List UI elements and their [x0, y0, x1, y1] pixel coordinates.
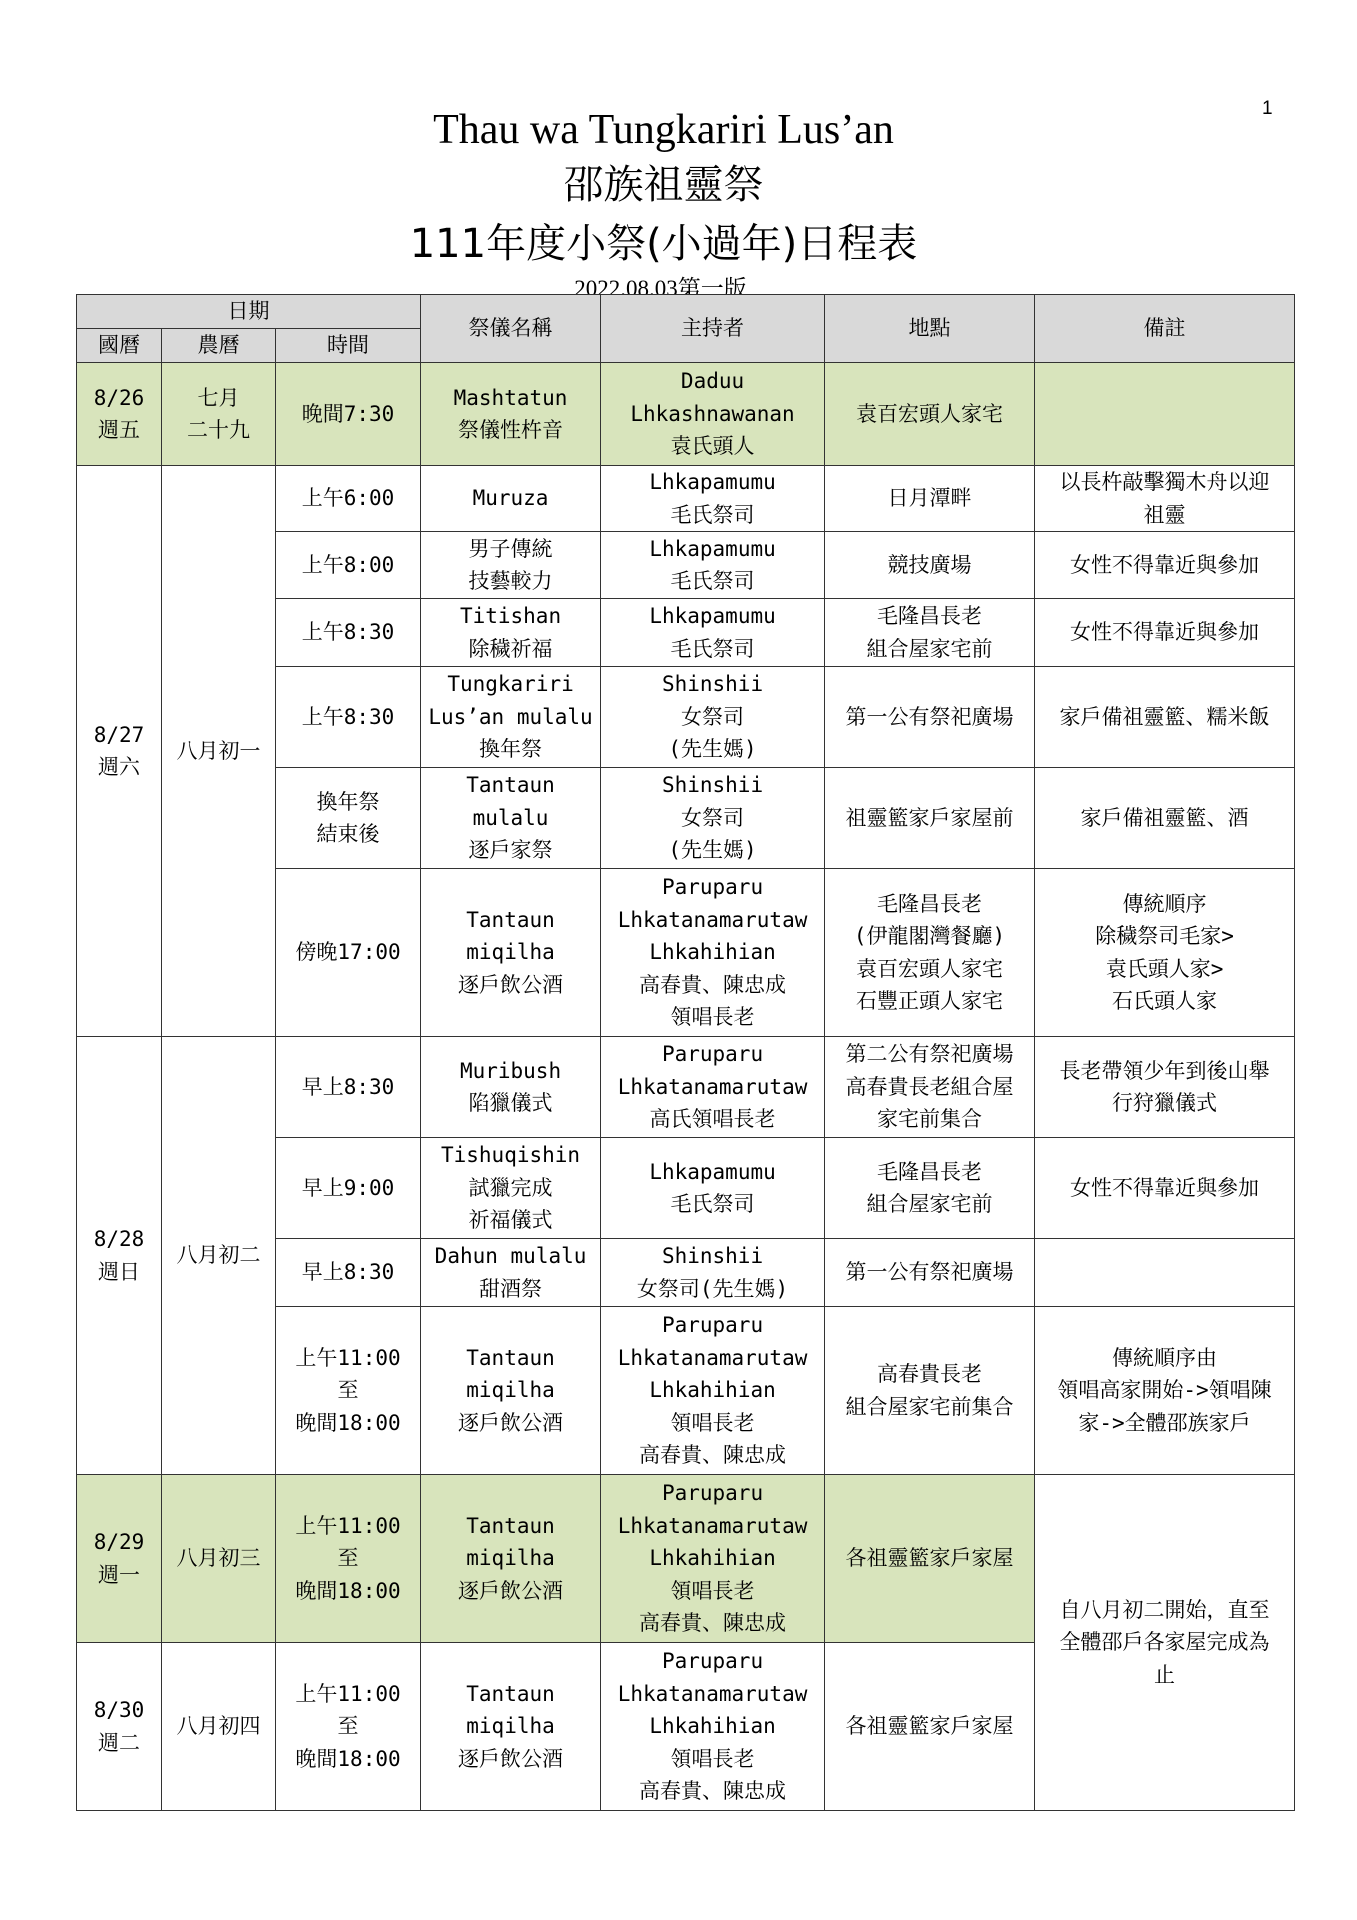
- ritual-name-line: Titishan: [459, 604, 562, 628]
- location-line: 袁百宏頭人家宅: [856, 956, 1004, 981]
- ritual-name-line: 換年祭: [479, 737, 543, 762]
- host-line: Lhkatanamarutaw: [617, 1345, 808, 1370]
- host-line: 領唱長老: [670, 1578, 755, 1603]
- remarks-shared-line: 自八月初二開始，直至: [1059, 1597, 1270, 1622]
- location-line: 第一公有祭祀廣場: [845, 704, 1014, 729]
- host-line: Lhkatanamarutaw: [617, 1513, 808, 1538]
- event-time-line: 結束後: [316, 822, 380, 846]
- location-line: 毛隆昌長老: [877, 604, 983, 628]
- ritual-name: [421, 1643, 601, 1811]
- host-line: Daduu: [680, 369, 745, 394]
- ritual-name-line: 技藝較力: [468, 569, 553, 593]
- host-line: Lhkahihian: [649, 940, 776, 965]
- title-line-schedule: 111年度小祭(小過年)日程表: [409, 221, 918, 267]
- ritual-name-line: miqilha: [466, 1378, 555, 1403]
- event-time-line: 早上9:00: [301, 1175, 395, 1200]
- host-line: Lhkahihian: [649, 1546, 776, 1571]
- ritual-name: [421, 532, 601, 599]
- host: [601, 1475, 825, 1643]
- remarks-line: 家戶備祖靈籃、糯米飯: [1059, 704, 1270, 729]
- event-time-line: 上午8:00: [301, 552, 395, 577]
- host-line: (先生媽): [668, 737, 757, 762]
- host: [601, 667, 825, 768]
- host-line: Paruparu: [661, 1649, 764, 1674]
- event-time-line: 換年祭: [316, 789, 380, 814]
- remarks-line: 行狩獵儀式: [1112, 1091, 1218, 1115]
- host-line: 領唱長老: [670, 1005, 755, 1030]
- location: [825, 599, 1035, 667]
- remarks: [1035, 599, 1295, 667]
- event-time-line: 晚間7:30: [301, 401, 395, 426]
- remarks: [1035, 1037, 1295, 1138]
- lunar-date: [162, 363, 276, 466]
- location-line: 組合屋家宅前: [866, 636, 993, 661]
- gregorian-date: [77, 1037, 162, 1475]
- gregorian-date: [77, 1475, 162, 1643]
- ritual-name-line: Muribush: [459, 1058, 562, 1083]
- host: [601, 363, 825, 466]
- host-line: Lhkahihian: [649, 1714, 776, 1739]
- header-gregorian: 國曆: [77, 329, 162, 363]
- ritual-name-line: Tishuqishin: [440, 1143, 581, 1168]
- ritual-name-line: Tantaun: [466, 1513, 555, 1538]
- remarks: [1035, 466, 1295, 532]
- event-row: [77, 363, 1295, 466]
- gregorian-date-line: 週日: [98, 1259, 140, 1284]
- ritual-name-line: miqilha: [466, 940, 555, 965]
- gregorian-date: [77, 1643, 162, 1811]
- remarks: [1035, 768, 1295, 869]
- event-time-line: 上午8:30: [301, 704, 395, 729]
- ritual-name-line: 逐戶家祭: [468, 838, 553, 863]
- host-line: Shinshii: [661, 1244, 764, 1268]
- ritual-name: [421, 1138, 601, 1239]
- gregorian-date-line: 週二: [98, 1730, 140, 1755]
- location: [825, 869, 1035, 1037]
- remarks-line: 以長杵敲擊獨木舟以迎: [1059, 470, 1270, 494]
- event-time: [276, 466, 421, 532]
- ritual-name-line: Dahun mulalu: [434, 1244, 587, 1268]
- remarks: [1035, 1307, 1295, 1475]
- host-line: Lhkahihian: [649, 1378, 776, 1403]
- remarks-line: 領唱高家開始->領唱陳: [1057, 1378, 1272, 1403]
- host: [601, 768, 825, 869]
- event-time-line: 晚間18:00: [295, 1746, 401, 1771]
- host-line: 高春貴、陳忠成: [639, 1779, 787, 1804]
- location: [825, 1643, 1035, 1811]
- location: [825, 1037, 1035, 1138]
- location: [825, 768, 1035, 869]
- location-line: 第一公有祭祀廣場: [845, 1260, 1014, 1285]
- ritual-name-line: 祈福儀式: [468, 1208, 553, 1233]
- host-line: 毛氏祭司: [670, 636, 755, 661]
- gregorian-date-line: 8/28: [93, 1227, 145, 1251]
- host-line: 女祭司: [681, 704, 745, 729]
- ritual-name-line: Tantaun mulalu: [466, 773, 555, 830]
- remarks-line: 女性不得靠近與參加: [1070, 1175, 1260, 1200]
- remarks-line: 女性不得靠近與參加: [1070, 620, 1260, 645]
- ritual-name-line: Tantaun: [466, 907, 555, 932]
- event-time-line: 至: [337, 1378, 359, 1403]
- remarks: [1035, 1239, 1295, 1307]
- lunar-date-line: 七月: [197, 385, 240, 410]
- host-line: Paruparu: [661, 1481, 764, 1506]
- ritual-name: [421, 1307, 601, 1475]
- ritual-name: [421, 1239, 601, 1307]
- host: [601, 1138, 825, 1239]
- location-line: 各祖靈籃家戶家屋: [845, 1714, 1014, 1739]
- host-line: Paruparu: [661, 1313, 764, 1338]
- host-line: 毛氏祭司: [670, 502, 755, 527]
- ritual-name-line: miqilha: [466, 1714, 555, 1739]
- remarks-line: 祖靈: [1143, 502, 1186, 527]
- location: [825, 1475, 1035, 1643]
- host-line: 高氏領唱長老: [649, 1107, 776, 1132]
- ritual-name: [421, 1037, 601, 1138]
- event-time-line: 上午6:00: [301, 486, 395, 511]
- lunar-date-line: 二十九: [187, 418, 250, 442]
- lunar-date: [162, 466, 276, 1037]
- location-line: 競技廣場: [887, 552, 972, 577]
- ritual-name: [421, 363, 601, 466]
- remarks-shared: [1035, 1475, 1295, 1811]
- location: [825, 1239, 1035, 1307]
- gregorian-date-line: 8/27: [93, 722, 145, 747]
- host: [601, 532, 825, 599]
- location-line: (伊龍閣灣餐廳): [853, 924, 1006, 948]
- event-time-line: 至: [337, 1714, 359, 1739]
- location-line: 第二公有祭祀廣場: [845, 1042, 1014, 1067]
- remarks-line: 除穢祭司毛家>: [1095, 924, 1234, 948]
- host-line: 領唱長老: [670, 1410, 755, 1435]
- schedule-body: [77, 295, 1295, 1811]
- location: [825, 1138, 1035, 1239]
- gregorian-date-line: 8/29: [93, 1530, 145, 1554]
- version-note: 2022.08.03第一版: [574, 276, 747, 301]
- remarks-line: 家->全體邵族家戶: [1078, 1410, 1251, 1435]
- event-time: [276, 1643, 421, 1811]
- location-line: 高春貴長老組合屋: [845, 1074, 1014, 1099]
- ritual-name: [421, 667, 601, 768]
- gregorian-date-line: 8/30: [93, 1698, 145, 1722]
- lunar-date: [162, 1643, 276, 1811]
- remarks-shared-line: 全體邵戶各家屋完成為: [1059, 1630, 1270, 1655]
- ritual-name-line: Lus’an mulalu: [428, 704, 593, 729]
- host-line: Lhkashnawanan: [630, 401, 795, 426]
- title-line-english: Thau wa Tungkariri Lus’an: [433, 107, 894, 153]
- location-line: 毛隆昌長老: [877, 891, 983, 916]
- location-line: 高春貴長老: [877, 1362, 983, 1386]
- location: [825, 532, 1035, 599]
- lunar-date: [162, 1037, 276, 1475]
- location-line: 組合屋家宅前集合: [845, 1394, 1014, 1419]
- header-host: 主持者: [601, 295, 825, 363]
- ritual-name: [421, 768, 601, 869]
- host-line: 袁氏頭人: [670, 434, 755, 459]
- host-line: Lhkapamumu: [649, 604, 776, 628]
- header-remarks: 備註: [1035, 295, 1295, 363]
- location: [825, 466, 1035, 532]
- location-line: 日月潭畔: [887, 486, 972, 511]
- event-time-line: 上午8:30: [301, 620, 395, 645]
- host-line: 高春貴、陳忠成: [639, 1443, 787, 1468]
- remarks-line: 袁氏頭人家>: [1105, 956, 1224, 981]
- host: [601, 1239, 825, 1307]
- remarks-line: 石氏頭人家: [1112, 989, 1218, 1013]
- host-line: Paruparu: [661, 1042, 764, 1067]
- event-time-line: 傍晚17:00: [295, 940, 401, 965]
- location-line: 祖靈籃家戶家屋前: [845, 805, 1014, 830]
- location-line: 袁百宏頭人家宅: [856, 401, 1004, 426]
- event-time-line: 至: [337, 1546, 359, 1571]
- host-line: Lhkatanamarutaw: [617, 1074, 808, 1099]
- event-time-line: 上午11:00: [295, 1345, 401, 1370]
- host: [601, 1643, 825, 1811]
- event-time: [276, 1475, 421, 1643]
- gregorian-date: [77, 466, 162, 1037]
- ritual-name-line: 逐戶飲公酒: [458, 1410, 564, 1435]
- host: [601, 869, 825, 1037]
- host-line: Lhkatanamarutaw: [617, 907, 808, 932]
- event-time-line: 早上8:30: [301, 1260, 395, 1285]
- event-time-line: 晚間18:00: [295, 1410, 401, 1435]
- host-line: Paruparu: [661, 875, 764, 900]
- remarks: [1035, 869, 1295, 1037]
- host-line: Shinshii: [661, 773, 764, 798]
- ritual-name-line: 男子傳統: [468, 536, 553, 561]
- event-time: [276, 1138, 421, 1239]
- gregorian-date-line: 週一: [98, 1562, 140, 1587]
- ritual-name-line: Mashtatun: [453, 385, 568, 410]
- ritual-name-line: Tantaun: [466, 1345, 555, 1370]
- ritual-name: [421, 869, 601, 1037]
- remarks-line: 傳統順序由: [1112, 1345, 1218, 1370]
- event-time: [276, 1307, 421, 1475]
- location: [825, 667, 1035, 768]
- lunar-date-line: 八月初一: [176, 738, 261, 763]
- location-line: 各祖靈籃家戶家屋: [845, 1546, 1014, 1571]
- remarks: [1035, 363, 1295, 466]
- gregorian-date-line: 週五: [98, 418, 140, 442]
- event-time: [276, 869, 421, 1037]
- lunar-date: [162, 1475, 276, 1643]
- header-date: 日期: [77, 295, 421, 329]
- gregorian-date-line: 週六: [98, 755, 140, 779]
- host: [601, 599, 825, 667]
- header-time: 時間: [276, 329, 421, 363]
- remarks: [1035, 667, 1295, 768]
- event-time: [276, 363, 421, 466]
- host: [601, 1037, 825, 1138]
- event-time: [276, 532, 421, 599]
- location-line: 組合屋家宅前: [866, 1192, 993, 1216]
- gregorian-date: [77, 363, 162, 466]
- ritual-name-line: 除穢祈福: [468, 636, 553, 661]
- ritual-name-line: 逐戶飲公酒: [458, 1578, 564, 1603]
- page-number: 1: [1262, 98, 1273, 119]
- ritual-name-line: 陷獵儀式: [468, 1091, 553, 1115]
- host-line: (先生媽): [668, 838, 757, 863]
- ritual-name: [421, 1475, 601, 1643]
- event-time: [276, 1037, 421, 1138]
- document-title: [0, 104, 1357, 304]
- ritual-name-line: Tungkariri: [447, 672, 574, 697]
- ritual-name-line: 試獵完成: [468, 1175, 553, 1200]
- lunar-date-line: 八月初四: [176, 1714, 261, 1739]
- host-line: 毛氏祭司: [670, 569, 755, 593]
- host-line: Shinshii: [661, 672, 764, 697]
- remarks-line: 傳統順序: [1122, 891, 1207, 916]
- location-line: 毛隆昌長老: [877, 1159, 983, 1184]
- event-time: [276, 599, 421, 667]
- lunar-date-line: 八月初三: [176, 1546, 261, 1571]
- event-time-line: 早上8:30: [301, 1074, 395, 1099]
- ritual-name: [421, 599, 601, 667]
- ritual-name-line: 祭儀性杵音: [458, 418, 564, 442]
- title-line-festival: 邵族祖靈祭: [563, 162, 764, 208]
- remarks: [1035, 532, 1295, 599]
- event-row: [77, 466, 1295, 532]
- gregorian-date-line: 8/26: [93, 385, 145, 410]
- header-lunar: 農曆: [162, 329, 276, 363]
- remarks-line: 女性不得靠近與參加: [1070, 552, 1260, 577]
- event-time: [276, 768, 421, 869]
- host-line: Lhkatanamarutaw: [617, 1681, 808, 1706]
- host-line: Lhkapamumu: [649, 1159, 776, 1184]
- host-line: 高春貴、陳忠成: [639, 972, 787, 997]
- ritual-name-line: 逐戶飲公酒: [458, 972, 564, 997]
- ritual-name-line: miqilha: [466, 1546, 555, 1571]
- location-line: 石豐正頭人家宅: [856, 989, 1004, 1013]
- host: [601, 1307, 825, 1475]
- event-time-line: 上午11:00: [295, 1681, 401, 1706]
- ritual-name-line: Muruza: [472, 486, 549, 511]
- host: [601, 466, 825, 532]
- ritual-name-line: 逐戶飲公酒: [458, 1746, 564, 1771]
- ritual-name-line: Tantaun: [466, 1681, 555, 1706]
- host-line: 毛氏祭司: [670, 1192, 755, 1216]
- event-time-line: 晚間18:00: [295, 1578, 401, 1603]
- ritual-name: [421, 466, 601, 532]
- event-time-line: 上午11:00: [295, 1513, 401, 1538]
- location: [825, 1307, 1035, 1475]
- remarks: [1035, 1138, 1295, 1239]
- remarks-line: 家戶備祖靈籃、酒: [1080, 805, 1249, 830]
- host-line: 領唱長老: [670, 1746, 755, 1771]
- remarks-line: 長老帶領少年到後山舉: [1059, 1058, 1270, 1083]
- location-line: 家宅前集合: [877, 1107, 983, 1132]
- schedule-table: [76, 294, 1295, 1811]
- event-time: [276, 1239, 421, 1307]
- header-location: 地點: [825, 295, 1035, 363]
- host-line: Lhkapamumu: [649, 536, 776, 561]
- lunar-date-line: 八月初二: [176, 1243, 261, 1268]
- remarks-shared-line: 止: [1154, 1662, 1176, 1687]
- header-row-1: [77, 295, 1295, 329]
- host-line: 女祭司(先生媽): [636, 1276, 789, 1301]
- host-line: Lhkapamumu: [649, 470, 776, 494]
- host-line: 女祭司: [681, 805, 745, 830]
- event-row: [77, 1475, 1295, 1643]
- host-line: 高春貴、陳忠成: [639, 1611, 787, 1636]
- event-row: [77, 1037, 1295, 1138]
- event-time: [276, 667, 421, 768]
- header-ritual: 祭儀名稱: [421, 295, 601, 363]
- location: [825, 363, 1035, 466]
- ritual-name-line: 甜酒祭: [479, 1276, 543, 1301]
